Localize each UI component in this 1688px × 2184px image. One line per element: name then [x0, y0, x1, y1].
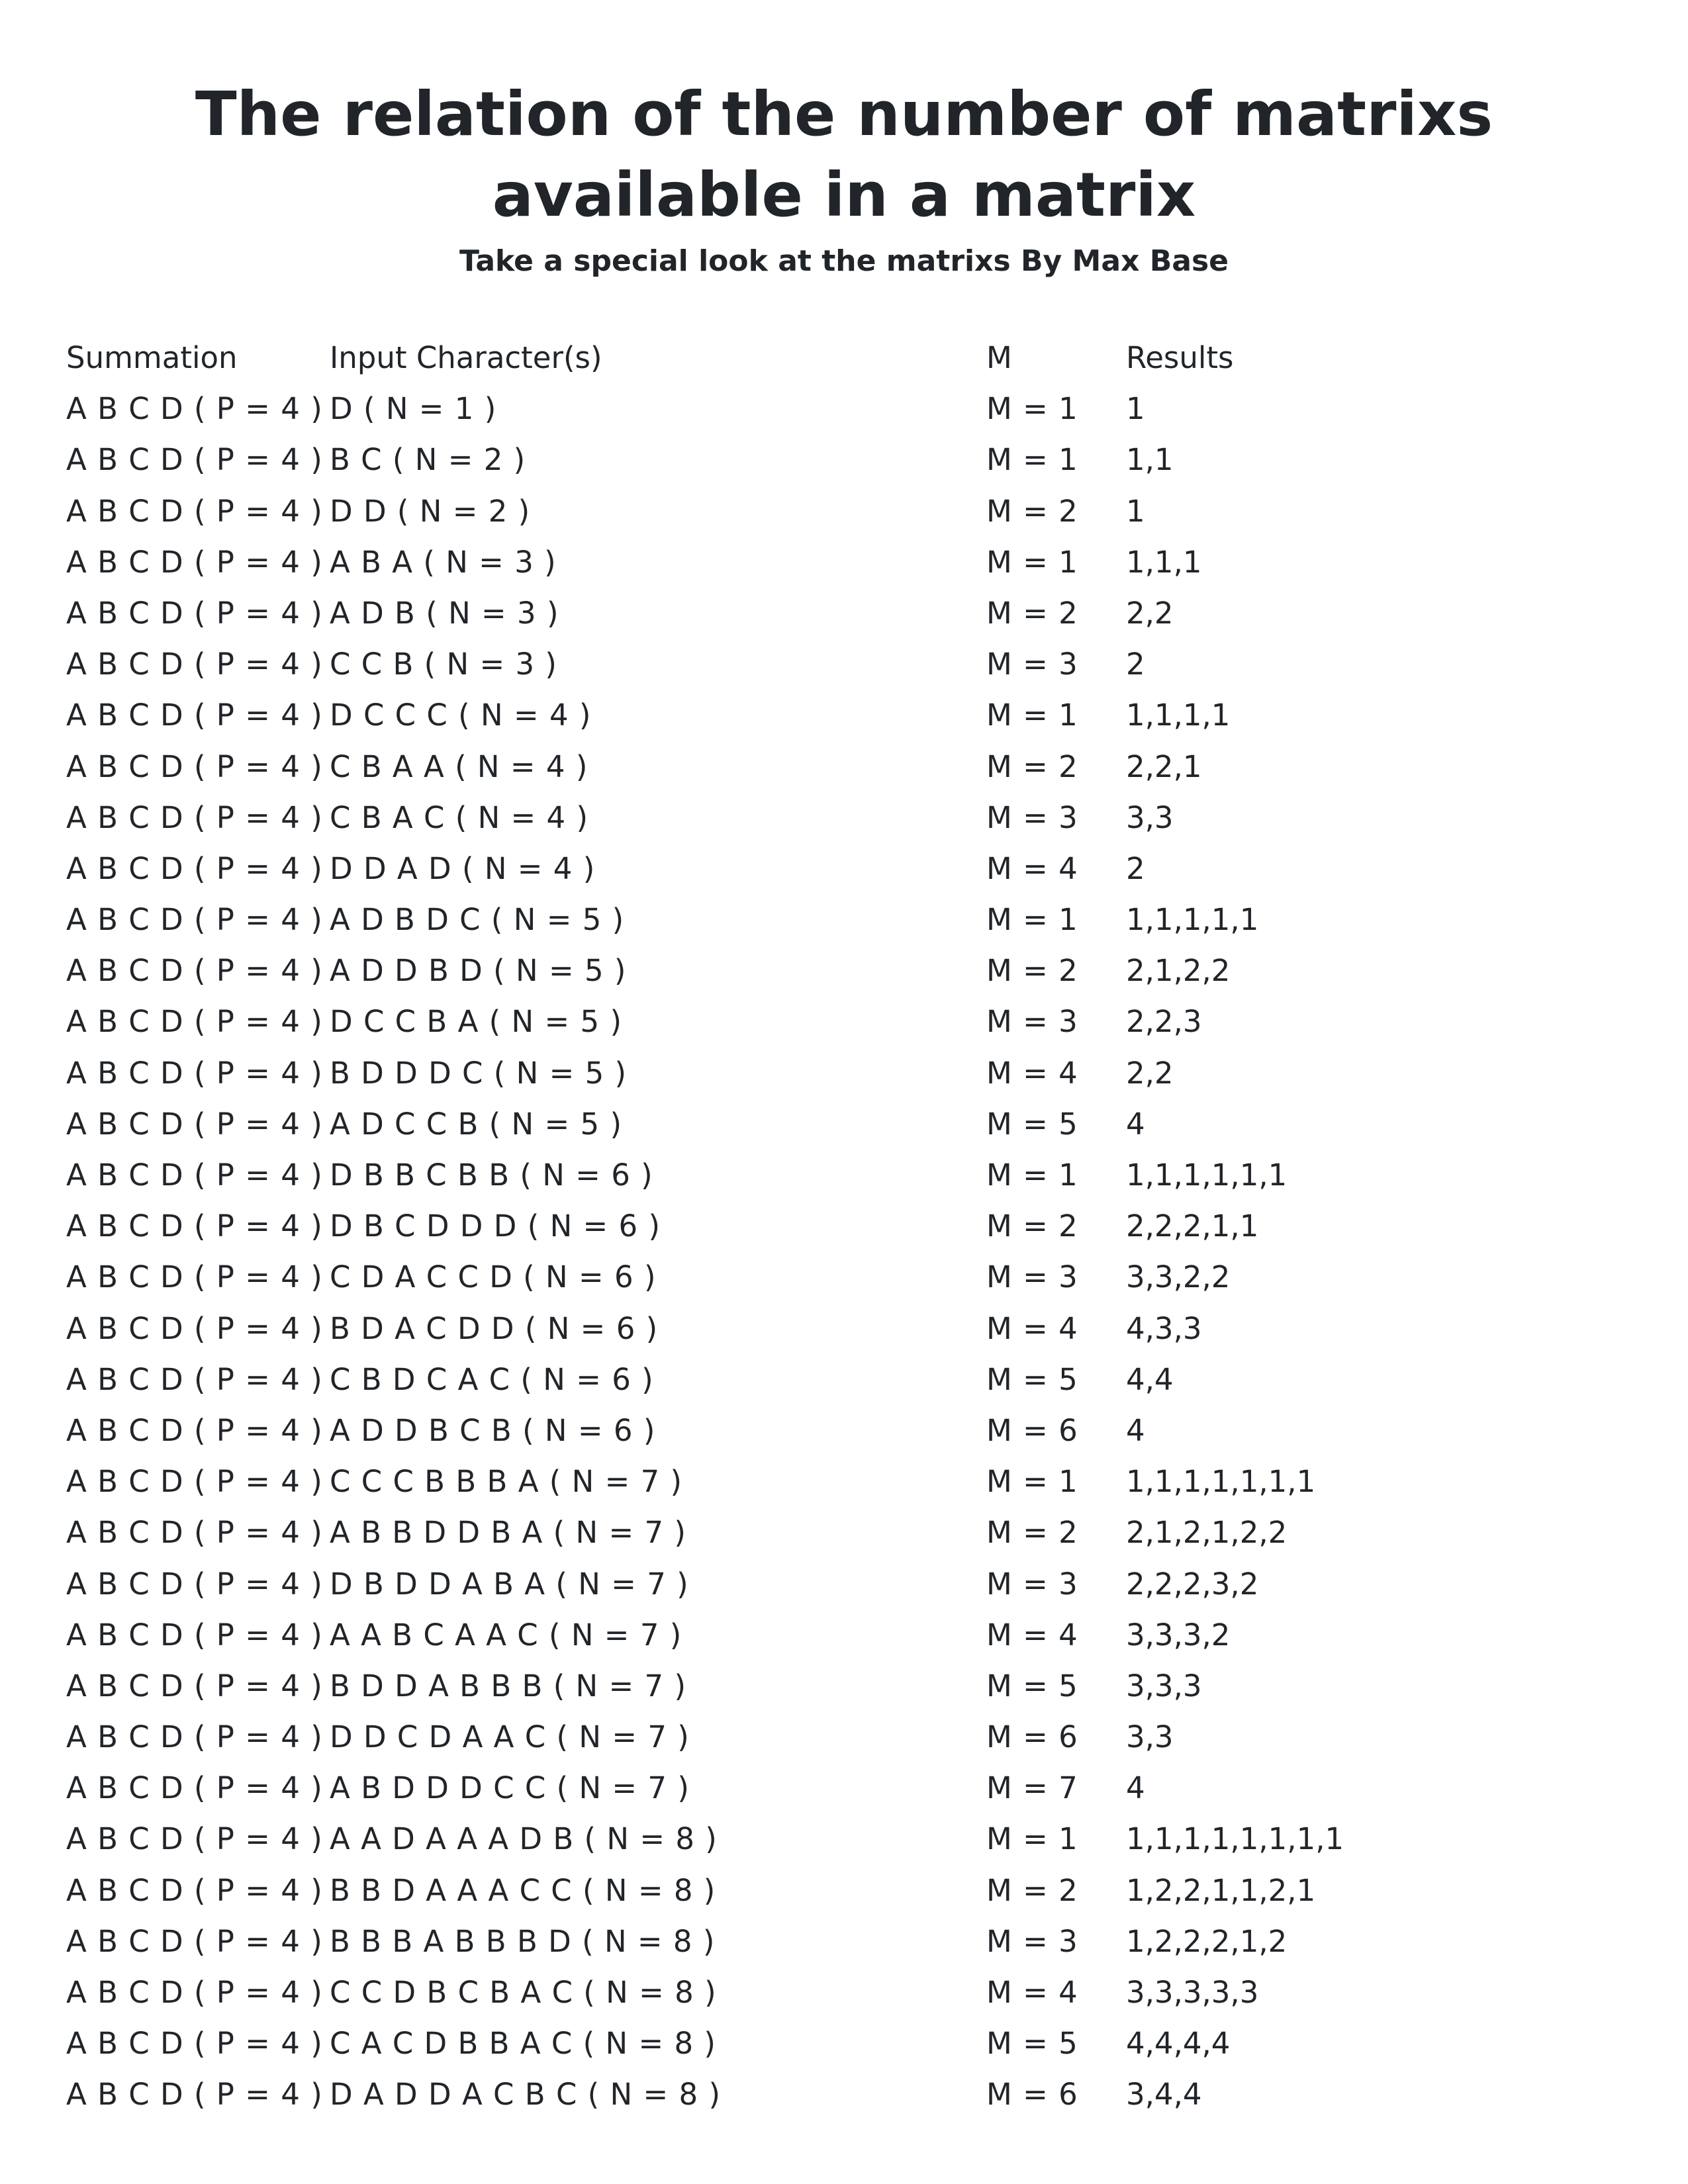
results-cell: 1,1,1,1,1,1,1	[1126, 1464, 1316, 1500]
results-cell: 1,1	[1126, 442, 1174, 478]
summation-cell: A B C D ( P = 4 )	[66, 1259, 323, 1295]
m-cell: M = 1	[986, 544, 1078, 580]
input-characters-cell: C C D B C B A C ( N = 8 )	[330, 1975, 717, 2010]
results-cell: 3,3,3,3,3	[1126, 1975, 1259, 2010]
m-cell: M = 5	[986, 1361, 1078, 1397]
summation-cell: A B C D ( P = 4 )	[66, 1361, 323, 1397]
table-row	[66, 1201, 1589, 1251]
m-cell: M = 4	[986, 1617, 1078, 1653]
results-cell: 1,1,1,1	[1126, 698, 1231, 733]
m-cell: M = 6	[986, 2077, 1078, 2113]
input-characters-cell: A D B D C ( N = 5 )	[330, 902, 625, 938]
input-characters-cell: D B C D D D ( N = 6 )	[330, 1208, 661, 1244]
summation-cell: A B C D ( P = 4 )	[66, 1515, 323, 1551]
header-m: M	[986, 340, 1012, 375]
input-characters-cell: D D C D A A C ( N = 7 )	[330, 1719, 690, 1755]
m-cell: M = 2	[986, 1515, 1078, 1551]
m-cell: M = 2	[986, 953, 1078, 989]
summation-cell: A B C D ( P = 4 )	[66, 1770, 323, 1806]
results-cell: 2,2,1	[1126, 749, 1202, 784]
summation-cell: A B C D ( P = 4 )	[66, 2026, 323, 2062]
results-cell: 2,1,2,2	[1126, 953, 1231, 989]
results-cell: 2,2,3	[1126, 1004, 1202, 1040]
results-cell: 4,3,3	[1126, 1310, 1202, 1346]
summation-cell: A B C D ( P = 4 )	[66, 1821, 323, 1857]
results-cell: 2	[1126, 850, 1145, 886]
table-row	[66, 1456, 1589, 1507]
input-characters-cell: B D A C D D ( N = 6 )	[330, 1310, 659, 1346]
table-row	[66, 639, 1589, 690]
table-row	[66, 792, 1589, 843]
results-cell: 3,4,4	[1126, 2077, 1202, 2113]
input-characters-cell: B C ( N = 2 )	[330, 442, 526, 478]
summation-cell: A B C D ( P = 4 )	[66, 1566, 323, 1602]
m-cell: M = 7	[986, 1770, 1078, 1806]
table-row	[66, 1303, 1589, 1354]
input-characters-cell: C B A C ( N = 4 )	[330, 799, 589, 835]
results-table	[66, 332, 1589, 2120]
table-row	[66, 1916, 1589, 1967]
input-characters-cell: B B D A A A C C ( N = 8 )	[330, 1872, 716, 1908]
input-characters-cell: C B D C A C ( N = 6 )	[330, 1361, 654, 1397]
m-cell: M = 1	[986, 442, 1078, 478]
summation-cell: A B C D ( P = 4 )	[66, 1004, 323, 1040]
summation-cell: A B C D ( P = 4 )	[66, 1975, 323, 2010]
table-row	[66, 1813, 1589, 1864]
table-row	[66, 894, 1589, 945]
input-characters-cell: A D D B D ( N = 5 )	[330, 953, 627, 989]
m-cell: M = 1	[986, 1464, 1078, 1500]
results-cell: 4	[1126, 1106, 1145, 1142]
m-cell: M = 3	[986, 1259, 1078, 1295]
input-characters-cell: D B D D A B A ( N = 7 )	[330, 1566, 689, 1602]
summation-cell: A B C D ( P = 4 )	[66, 1617, 323, 1653]
m-cell: M = 6	[986, 1412, 1078, 1448]
summation-cell: A B C D ( P = 4 )	[66, 595, 323, 631]
summation-cell: A B C D ( P = 4 )	[66, 1872, 323, 1908]
m-cell: M = 4	[986, 850, 1078, 886]
input-characters-cell: D C C C ( N = 4 )	[330, 698, 592, 733]
header-summation: Summation	[66, 340, 238, 375]
m-cell: M = 2	[986, 1872, 1078, 1908]
input-characters-cell: A B A ( N = 3 )	[330, 544, 557, 580]
table-row	[66, 945, 1589, 996]
results-cell: 2,1,2,1,2,2	[1126, 1515, 1288, 1551]
results-cell: 2	[1126, 647, 1145, 682]
table-header-row	[66, 332, 1589, 383]
input-characters-cell: A D B ( N = 3 )	[330, 595, 559, 631]
results-cell: 3,3	[1126, 799, 1174, 835]
m-cell: M = 4	[986, 1055, 1078, 1091]
page-subtitle: Take a special look at the matrixs By Max Base	[459, 244, 1229, 278]
table-row	[66, 2018, 1589, 2069]
table-row	[66, 486, 1589, 537]
table-row	[66, 588, 1589, 639]
page-title: The relation of the number of matrixs available in a matrix	[195, 79, 1493, 230]
table-row	[66, 690, 1589, 741]
table-row	[66, 434, 1589, 485]
summation-cell: A B C D ( P = 4 )	[66, 698, 323, 733]
table-row	[66, 1099, 1589, 1150]
input-characters-cell: C D A C C D ( N = 6 )	[330, 1259, 657, 1295]
m-cell: M = 2	[986, 1208, 1078, 1244]
input-characters-cell: B B B A B B B D ( N = 8 )	[330, 1923, 716, 1959]
results-cell: 2,2,2,3,2	[1126, 1566, 1259, 1602]
summation-cell: A B C D ( P = 4 )	[66, 1464, 323, 1500]
summation-cell: A B C D ( P = 4 )	[66, 1923, 323, 1959]
table-row	[66, 1967, 1589, 2018]
table-row	[66, 843, 1589, 894]
input-characters-cell: D D A D ( N = 4 )	[330, 850, 596, 886]
input-characters-cell: C A C D B B A C ( N = 8 )	[330, 2026, 716, 2062]
header-results: Results	[1126, 340, 1234, 375]
input-characters-cell: A D D B C B ( N = 6 )	[330, 1412, 656, 1448]
input-characters-cell: D D ( N = 2 )	[330, 493, 531, 529]
results-cell: 1,2,2,1,1,2,1	[1126, 1872, 1316, 1908]
input-characters-cell: D A D D A C B C ( N = 8 )	[330, 2077, 721, 2113]
input-characters-cell: A A D A A A D B ( N = 8 )	[330, 1821, 718, 1857]
input-characters-cell: A D C C B ( N = 5 )	[330, 1106, 622, 1142]
summation-cell: A B C D ( P = 4 )	[66, 544, 323, 580]
results-cell: 1,1,1,1,1,1,1,1	[1126, 1821, 1344, 1857]
m-cell: M = 3	[986, 1923, 1078, 1959]
m-cell: M = 3	[986, 1004, 1078, 1040]
table-row	[66, 1150, 1589, 1201]
table-row	[66, 1507, 1589, 1558]
input-characters-cell: B D D A B B B ( N = 7 )	[330, 1668, 687, 1704]
input-characters-cell: D ( N = 1 )	[330, 391, 497, 427]
results-cell: 2,2	[1126, 1055, 1174, 1091]
results-cell: 1,1,1,1,1,1	[1126, 1158, 1288, 1193]
results-cell: 3,3,3,2	[1126, 1617, 1231, 1653]
m-cell: M = 2	[986, 595, 1078, 631]
input-characters-cell: C B A A ( N = 4 )	[330, 749, 588, 784]
m-cell: M = 2	[986, 493, 1078, 529]
table-row	[66, 1048, 1589, 1099]
m-cell: M = 1	[986, 902, 1078, 938]
results-cell: 2,2	[1126, 595, 1174, 631]
m-cell: M = 2	[986, 749, 1078, 784]
table-row	[66, 1354, 1589, 1405]
table-row	[66, 537, 1589, 588]
table-row	[66, 1405, 1589, 1456]
results-cell: 4,4	[1126, 1361, 1174, 1397]
m-cell: M = 5	[986, 1106, 1078, 1142]
results-cell: 3,3	[1126, 1719, 1174, 1755]
table-row	[66, 1559, 1589, 1610]
summation-cell: A B C D ( P = 4 )	[66, 391, 323, 427]
m-cell: M = 1	[986, 1821, 1078, 1857]
m-cell: M = 1	[986, 391, 1078, 427]
summation-cell: A B C D ( P = 4 )	[66, 749, 323, 784]
results-cell: 4	[1126, 1770, 1145, 1806]
table-row	[66, 2069, 1589, 2120]
summation-cell: A B C D ( P = 4 )	[66, 1412, 323, 1448]
summation-cell: A B C D ( P = 4 )	[66, 1106, 323, 1142]
summation-cell: A B C D ( P = 4 )	[66, 850, 323, 886]
summation-cell: A B C D ( P = 4 )	[66, 799, 323, 835]
summation-cell: A B C D ( P = 4 )	[66, 1208, 323, 1244]
m-cell: M = 3	[986, 1566, 1078, 1602]
m-cell: M = 6	[986, 1719, 1078, 1755]
m-cell: M = 1	[986, 1158, 1078, 1193]
summation-cell: A B C D ( P = 4 )	[66, 2077, 323, 2113]
m-cell: M = 1	[986, 698, 1078, 733]
table-row	[66, 383, 1589, 434]
summation-cell: A B C D ( P = 4 )	[66, 1158, 323, 1193]
table-row	[66, 1661, 1589, 1711]
table-row	[66, 741, 1589, 792]
m-cell: M = 5	[986, 1668, 1078, 1704]
summation-cell: A B C D ( P = 4 )	[66, 493, 323, 529]
input-characters-cell: D C C B A ( N = 5 )	[330, 1004, 622, 1040]
summation-cell: A B C D ( P = 4 )	[66, 1719, 323, 1755]
input-characters-cell: C C C B B B A ( N = 7 )	[330, 1464, 683, 1500]
summation-cell: A B C D ( P = 4 )	[66, 442, 323, 478]
m-cell: M = 3	[986, 647, 1078, 682]
summation-cell: A B C D ( P = 4 )	[66, 1668, 323, 1704]
table-row	[66, 1610, 1589, 1661]
m-cell: M = 4	[986, 1975, 1078, 2010]
summation-cell: A B C D ( P = 4 )	[66, 1055, 323, 1091]
results-cell: 1,1,1	[1126, 544, 1202, 580]
input-characters-cell: A A B C A A C ( N = 7 )	[330, 1617, 682, 1653]
m-cell: M = 5	[986, 2026, 1078, 2062]
results-cell: 4,4,4,4	[1126, 2026, 1231, 2062]
results-cell: 1,1,1,1,1	[1126, 902, 1259, 938]
results-cell: 3,3,2,2	[1126, 1259, 1231, 1295]
m-cell: M = 3	[986, 799, 1078, 835]
header-input-characters: Input Character(s)	[330, 340, 602, 375]
table-row	[66, 1865, 1589, 1916]
input-characters-cell: D B B C B B ( N = 6 )	[330, 1158, 653, 1193]
table-row	[66, 1711, 1589, 1762]
summation-cell: A B C D ( P = 4 )	[66, 1310, 323, 1346]
results-cell: 2,2,2,1,1	[1126, 1208, 1259, 1244]
results-cell: 1	[1126, 391, 1145, 427]
summation-cell: A B C D ( P = 4 )	[66, 902, 323, 938]
results-cell: 3,3,3	[1126, 1668, 1202, 1704]
summation-cell: A B C D ( P = 4 )	[66, 647, 323, 682]
input-characters-cell: A B D D D C C ( N = 7 )	[330, 1770, 690, 1806]
input-characters-cell: C C B ( N = 3 )	[330, 647, 557, 682]
table-row	[66, 1251, 1589, 1302]
results-cell: 4	[1126, 1412, 1145, 1448]
input-characters-cell: A B B D D B A ( N = 7 )	[330, 1515, 686, 1551]
table-row	[66, 1762, 1589, 1813]
m-cell: M = 4	[986, 1310, 1078, 1346]
summation-cell: A B C D ( P = 4 )	[66, 953, 323, 989]
input-characters-cell: B D D D C ( N = 5 )	[330, 1055, 628, 1091]
results-cell: 1,2,2,2,1,2	[1126, 1923, 1288, 1959]
results-cell: 1	[1126, 493, 1145, 529]
table-row	[66, 996, 1589, 1047]
